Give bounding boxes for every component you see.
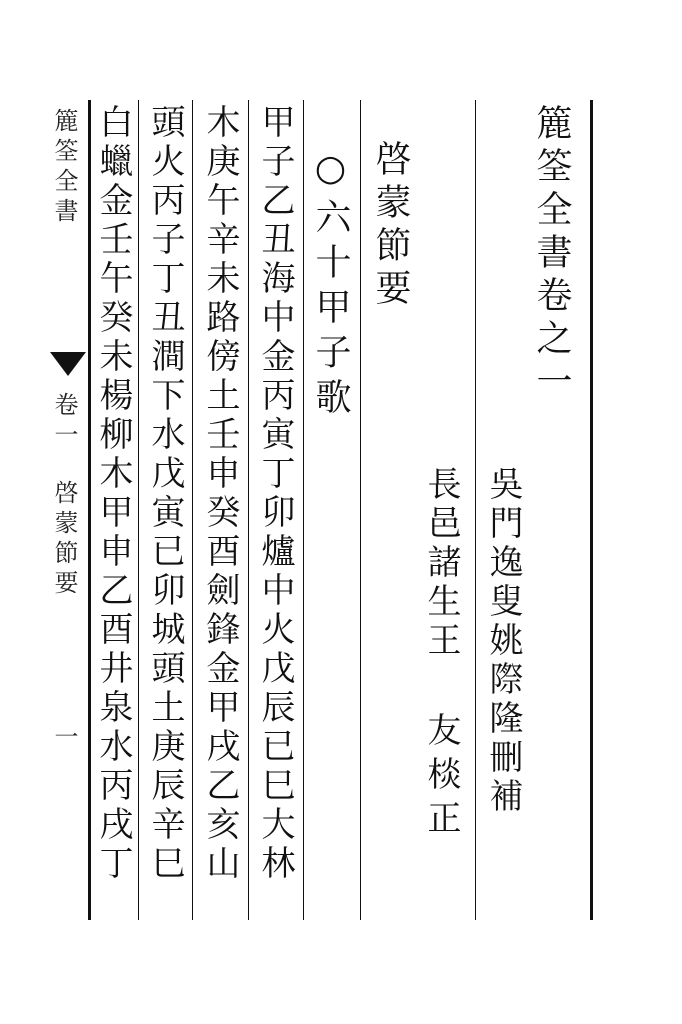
body-column-4: 白蠟金壬午癸未楊柳木甲申乙酉井泉水丙戌丁: [93, 104, 133, 884]
section-heading: 啓蒙節要: [370, 140, 411, 312]
book-title: 簏筌全書卷之一: [531, 104, 572, 405]
credit-line-1: 吳門逸叟姚際隆刪補: [483, 466, 523, 817]
body-column-3: 頭火丙子丁丑澗下水戊寅已卯城頭土庚辰辛巳: [145, 104, 185, 884]
credit-line-2-role: 友棪正: [421, 712, 461, 844]
column-rule: [303, 100, 304, 920]
outer-border-right: [590, 100, 593, 920]
column-rule: [360, 100, 361, 920]
section-subheading: ○六十甲子歌: [310, 148, 351, 423]
column-rule: [192, 100, 193, 920]
column-rule: [138, 100, 139, 920]
body-column-1: 甲子乙丑海中金丙寅丁卯爐中火戊辰已巳大林: [255, 104, 295, 884]
column-rule: [248, 100, 249, 920]
margin-page-number: 一: [50, 724, 78, 754]
body-column-2: 木庚午辛未路傍土壬申癸酉劍鋒金甲戌乙亥山: [200, 104, 240, 884]
fishtail-mark: [50, 352, 86, 376]
margin-title: 簏筌全書: [50, 108, 78, 228]
outer-border-left: [88, 100, 91, 920]
column-rule: [475, 100, 476, 920]
margin-section: 啓蒙節要: [50, 480, 78, 600]
credit-line-2-name: 長邑諸生王: [421, 466, 461, 661]
margin-chapter: 卷一: [50, 392, 78, 452]
